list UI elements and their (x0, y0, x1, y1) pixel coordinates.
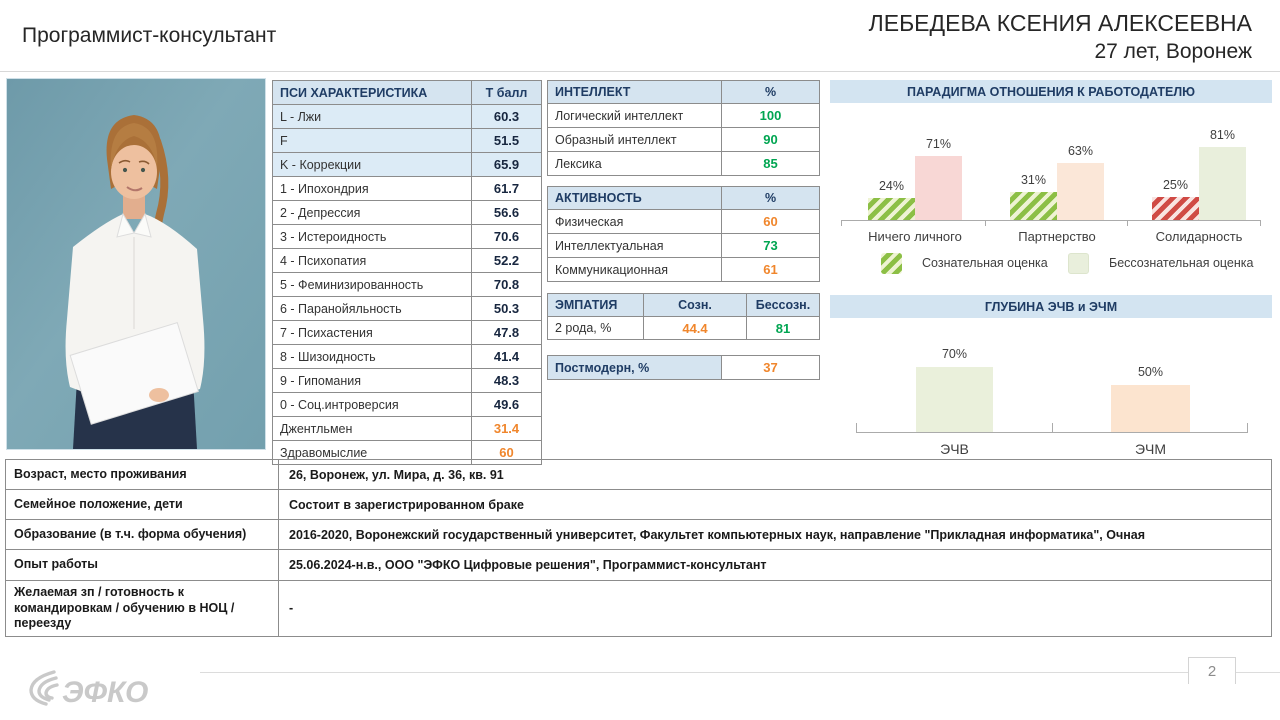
bar (1111, 385, 1190, 432)
row-value: 90 (721, 128, 819, 151)
row-label: F (280, 133, 288, 148)
paradigm-legend (830, 250, 1272, 280)
footer-divider-left (200, 672, 1188, 673)
candidate-photo-illustration (7, 79, 265, 449)
table-row (6, 519, 1271, 549)
empathy-unconscious-value: 81 (746, 317, 819, 339)
table-row (548, 233, 819, 257)
row-label: 3 - Истероидность (280, 229, 387, 244)
category-label: Ничего личного (868, 229, 962, 244)
row-value: 60 (471, 441, 541, 464)
empathy-table (547, 293, 820, 340)
row-label: Образный интеллект (555, 132, 677, 147)
bar-value-label: 50% (1137, 365, 1164, 379)
legend-label-conscious: Сознательная оценка (922, 256, 1048, 270)
row-value: 56.6 (471, 201, 541, 224)
row-value: 41.4 (471, 345, 541, 368)
table-row (273, 368, 541, 392)
row-value: 65.9 (471, 153, 541, 176)
axis-tick (1052, 423, 1053, 432)
detail-label: Желаемая зп / готовность к командировкам / обучению в НОЦ / переезду (14, 585, 235, 631)
efko-logo-graphic (24, 666, 194, 710)
category-label: ЭЧМ (1134, 441, 1167, 457)
postmodern-table (547, 355, 820, 380)
row-label: 4 - Психопатия (280, 253, 367, 268)
page-number: 2 (1188, 657, 1236, 684)
table-row (273, 392, 541, 416)
category-label: Солидарность (1155, 229, 1243, 244)
row-value: 50.3 (471, 297, 541, 320)
table-row (6, 460, 1271, 489)
bar-conscious (868, 198, 915, 220)
empathy-table-header (548, 294, 819, 316)
table-row (273, 224, 541, 248)
detail-label: Возраст, место проживания (14, 466, 187, 481)
row-label: Джентльмен (280, 421, 353, 436)
bar (916, 367, 993, 432)
row-value: 85 (721, 152, 819, 175)
axis-tick (841, 220, 842, 226)
table-row (273, 344, 541, 368)
bar-value-label: 25% (1162, 178, 1189, 192)
bar-unconscious (1057, 163, 1104, 220)
depth-chart-title: ГЛУБИНА ЭЧВ и ЭЧМ (830, 295, 1272, 318)
detail-value: - (278, 581, 1271, 636)
table-row (273, 416, 541, 440)
row-value: 70.6 (471, 225, 541, 248)
row-label: Здравомыслие (280, 445, 368, 460)
axis-tick (1127, 220, 1128, 226)
postmodern-value: 37 (721, 356, 819, 379)
row-label: 9 - Гипомания (280, 373, 362, 388)
detail-value: Состоит в зарегистрированном браке (278, 490, 1271, 519)
row-label: 8 - Шизоидность (280, 349, 376, 364)
table-row (548, 209, 819, 233)
row-label: Логический интеллект (555, 108, 684, 123)
row-value: 70.8 (471, 273, 541, 296)
row-value: 48.3 (471, 369, 541, 392)
empathy-conscious-value: 44.4 (643, 317, 746, 339)
table-row (548, 103, 819, 127)
row-label: L - Лжи (280, 109, 322, 124)
bar-conscious (1152, 197, 1199, 220)
psi-table (272, 80, 542, 465)
legend-swatch-conscious (881, 253, 902, 274)
axis-tick (985, 220, 986, 226)
row-label: 5 - Феминизированность (280, 277, 424, 292)
table-row (6, 549, 1271, 580)
intellect-col-value: % (721, 81, 819, 103)
table-row (273, 104, 541, 128)
bar-value-label: 63% (1067, 144, 1094, 158)
activity-col-value: % (721, 187, 819, 209)
row-value: 61 (721, 258, 819, 281)
bar-value-label: 31% (1020, 173, 1047, 187)
candidate-age-city: 27 лет, Воронеж (1094, 40, 1252, 63)
row-label: 2 - Депрессия (280, 205, 361, 220)
table-row (548, 257, 819, 281)
activity-table (547, 186, 820, 282)
empathy-col-conscious: Созн. (643, 294, 746, 316)
empathy-col-unconscious: Бессозн. (746, 294, 819, 316)
table-row (6, 489, 1271, 519)
detail-value: 26, Воронеж, ул. Мира, д. 36, кв. 91 (278, 460, 1271, 489)
depth-chart (830, 320, 1272, 460)
table-row (273, 200, 541, 224)
empathy-row (548, 316, 819, 339)
psi-table-header (273, 81, 541, 104)
table-row (273, 176, 541, 200)
bar-value-label: 71% (925, 137, 952, 151)
intellect-title: ИНТЕЛЛЕКТ (555, 85, 631, 99)
row-value: 73 (721, 234, 819, 257)
paradigm-chart-title: ПАРАДИГМА ОТНОШЕНИЯ К РАБОТОДАТЕЛЮ (830, 80, 1272, 103)
row-value: 52.2 (471, 249, 541, 272)
candidate-photo (6, 78, 266, 450)
empathy-row-label: 2 рода, % (555, 321, 612, 335)
table-row (273, 272, 541, 296)
row-label: Коммуникационная (555, 262, 669, 277)
detail-label: Семейное положение, дети (14, 496, 183, 511)
detail-label: Опыт работы (14, 557, 98, 572)
intellect-table (547, 80, 820, 176)
legend-swatch-unconscious (1068, 253, 1089, 274)
category-label: ЭЧВ (940, 441, 969, 457)
bar-conscious (1010, 192, 1057, 220)
row-value: 47.8 (471, 321, 541, 344)
details-table (5, 459, 1272, 637)
table-row (273, 152, 541, 176)
row-value: 31.4 (471, 417, 541, 440)
table-row (548, 127, 819, 151)
postmodern-row (548, 356, 819, 379)
psi-col-label: ПСИ ХАРАКТЕРИСТИКА (280, 85, 428, 100)
table-row (273, 128, 541, 152)
row-label: Лексика (555, 156, 602, 171)
depth-axis (856, 432, 1248, 433)
candidate-name: ЛЕБЕДЕВА КСЕНИЯ АЛЕКСЕЕВНА (868, 10, 1252, 36)
candidate-name-block (869, 8, 1252, 65)
postmodern-label: Постмодерн, % (548, 356, 721, 379)
table-row (273, 296, 541, 320)
bar-value-label: 81% (1209, 128, 1236, 142)
activity-title: АКТИВНОСТЬ (555, 191, 642, 205)
table-row (273, 320, 541, 344)
bar-value-label: 24% (878, 179, 905, 193)
efko-logo (24, 666, 194, 715)
table-row (6, 580, 1271, 636)
row-label: 6 - Паранойяльность (280, 301, 402, 316)
row-label: 1 - Ипохондрия (280, 181, 369, 196)
row-label: Интеллектуальная (555, 238, 664, 253)
table-row (548, 151, 819, 175)
row-value: 61.7 (471, 177, 541, 200)
activity-table-header (548, 187, 819, 209)
row-label: 0 - Соц.интроверсия (280, 397, 399, 412)
row-value: 60 (721, 210, 819, 233)
bar-value-label: 70% (941, 347, 968, 361)
axis-tick (1247, 423, 1248, 432)
page-title: Программист-консультант (22, 24, 277, 47)
empathy-title: ЭМПАТИЯ (555, 298, 618, 312)
efko-logo-text: ЭФКО (62, 676, 149, 709)
row-value: 100 (721, 104, 819, 127)
detail-value: 25.06.2024-н.в., ООО "ЭФКО Цифровые решения", Программист-консультант (278, 550, 1271, 580)
row-value: 49.6 (471, 393, 541, 416)
detail-label: Образование (в т.ч. форма обучения) (14, 526, 247, 541)
row-label: K - Коррекции (280, 157, 362, 172)
axis-tick (1260, 220, 1261, 226)
header-divider (0, 71, 1280, 72)
footer-divider-right (1236, 672, 1280, 673)
row-label: 7 - Психастения (280, 325, 373, 340)
category-label: Партнерство (1018, 229, 1096, 244)
table-row (273, 248, 541, 272)
psi-col-value: Т балл (471, 81, 541, 104)
detail-value: 2016-2020, Воронежский государственный университет, Факультет компьютерных наук, направление "Прикладная информатика", Очная (278, 520, 1271, 549)
row-value: 51.5 (471, 129, 541, 152)
row-label: Физическая (555, 214, 624, 229)
intellect-table-header (548, 81, 819, 103)
row-value: 60.3 (471, 105, 541, 128)
axis-tick (856, 423, 857, 432)
legend-label-unconscious: Бессознательная оценка (1109, 256, 1254, 270)
